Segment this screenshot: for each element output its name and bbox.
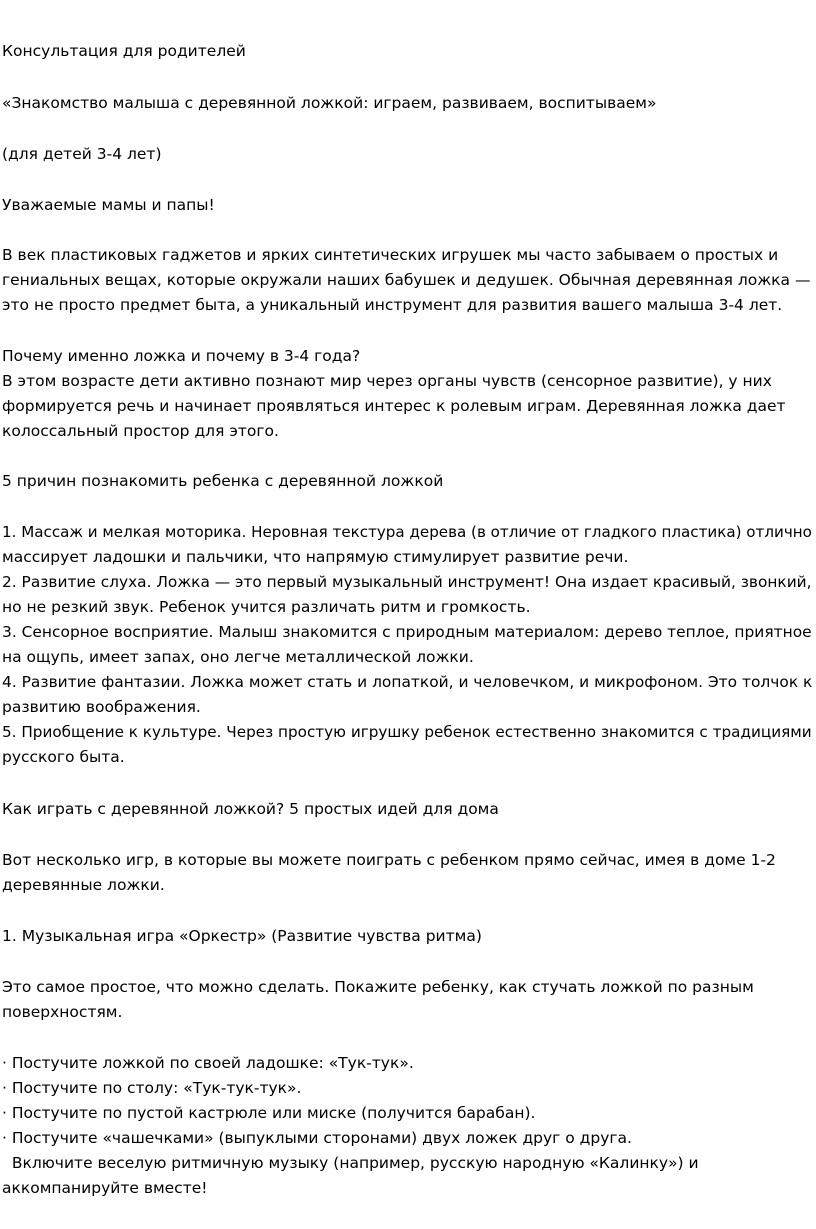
games-intro-line: Вот несколько игр, в которые вы можете поиграть с ребенком прямо сейчас, имея в доме 1-2 (2, 851, 776, 869)
game1-text-line: поверхностям. (2, 1003, 123, 1021)
reason-line: русского быта. (2, 748, 125, 766)
why-line: формируется речь и начинает проявляться интерес к ролевым играм. Деревянная ложка дает (2, 397, 786, 415)
reason-line: на ощупь, имеет запах, оно легче металлической ложки. (2, 648, 474, 666)
game1-list-item: · Постучите по пустой кастрюле или миске (получится барабан). (2, 1104, 536, 1122)
section-heading-reasons: 5 причин познакомить ребенка с деревянной ложкой (2, 472, 444, 490)
reason-line: массирует ладошки и пальчики, что напрямую стимулирует развитие речи. (2, 548, 629, 566)
game1-list-item: · Постучите по столу: «Тук-тук-тук». (2, 1079, 302, 1097)
game1-list-item: · Постучите ложкой по своей ладошке: «Тук-тук». (2, 1054, 414, 1072)
reason-line: но не резкий звук. Ребенок учится различать ритм и громкость. (2, 598, 531, 616)
why-line: колоссальный простор для этого. (2, 422, 279, 440)
section-heading-why: Почему именно ложка и почему в 3-4 года? (2, 347, 361, 365)
document-subtitle: «Знакомство малыша с деревянной ложкой: играем, развиваем, воспитываем» (2, 94, 657, 112)
reason-line: развитию воображения. (2, 698, 201, 716)
game1-heading: 1. Музыкальная игра «Оркестр» (Развитие чувства ритма) (2, 927, 482, 945)
why-line: В этом возрасте дети активно познают мир через органы чувств (сенсорное развитие), у них (2, 372, 772, 390)
reason-line: 5. Приобщение к культуре. Через простую игрушку ребенок естественно знакомится с традициями (2, 723, 812, 741)
games-intro-line: деревянные ложки. (2, 876, 165, 894)
game1-list-item: · Постучите «чашечками» (выпуклыми сторонами) двух ложек друг о друга. (2, 1129, 632, 1147)
reason-line: 2. Развитие слуха. Ложка — это первый музыкальный инструмент! Она издает красивый, звонкий, (2, 573, 812, 591)
document-title: Консультация для родителей (2, 42, 246, 60)
intro-line: это не просто предмет быта, а уникальный инструмент для развития вашего малыша 3-4 лет. (2, 296, 783, 314)
intro-line: гениальных вещах, которые окружали наших бабушек и дедушек. Обычная деревянная ложка — (2, 271, 811, 289)
section-heading-games: Как играть с деревянной ложкой? 5 простых идей для дома (2, 800, 499, 818)
game1-text-line: Это самое простое, что можно сделать. Покажите ребенку, как стучать ложкой по разным (2, 978, 754, 996)
reason-line: 3. Сенсорное восприятие. Малыш знакомится с природным материалом: дерево теплое, приятное (2, 623, 812, 641)
greeting: Уважаемые мамы и папы! (2, 196, 215, 214)
reason-line: 4. Развитие фантазии. Ложка может стать и лопаткой, и человечком, и микрофоном. Это толчок к (2, 673, 813, 691)
age-note: (для детей 3-4 лет) (2, 145, 162, 163)
intro-line: В век пластиковых гаджетов и ярких синтетических игрушек мы часто забываем о простых и (2, 246, 779, 264)
reason-line: 1. Массаж и мелкая моторика. Неровная текстура дерева (в отличие от гладкого пластика) отлично (2, 523, 812, 541)
game1-list-item: аккомпанируйте вместе! (2, 1179, 208, 1197)
game1-list-item: Включите веселую ритмичную музыку (например, русскую народную «Калинку») и (2, 1154, 699, 1172)
